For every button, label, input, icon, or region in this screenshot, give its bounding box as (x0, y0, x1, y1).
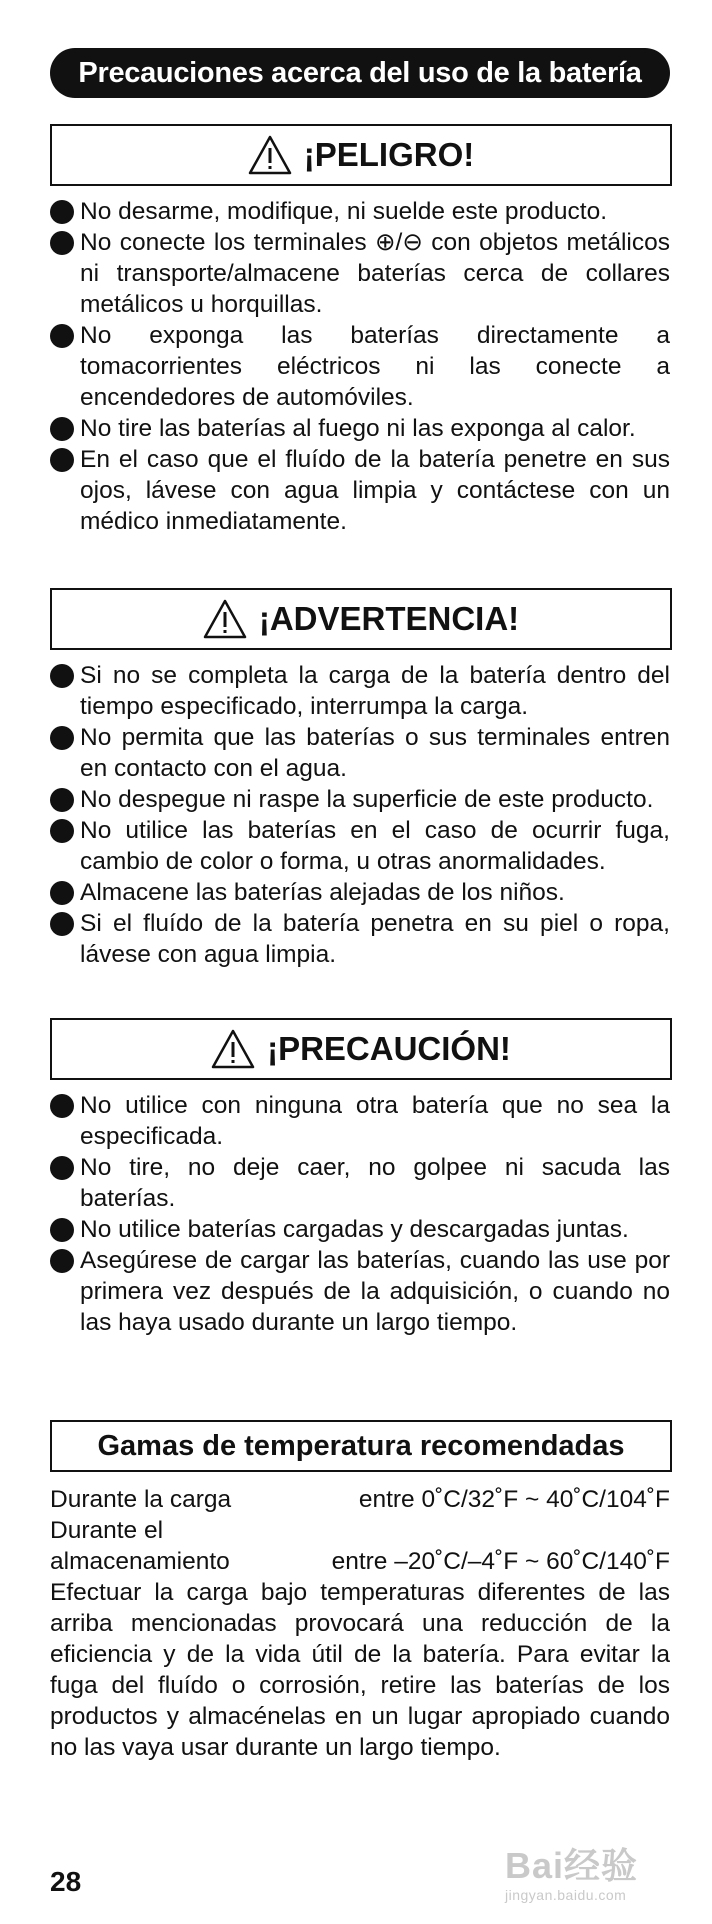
charging-label: Durante la carga (50, 1486, 232, 1513)
temperature-heading: Gamas de temperatura recomendadas (97, 1429, 625, 1462)
page-number: 28 (50, 1866, 82, 1897)
bullet-icon (50, 819, 74, 843)
bullet-icon (50, 200, 74, 224)
storage-label-line1: Durante el (50, 1517, 164, 1544)
list-item: Asegúrese de cargar las baterías, cuando las use por primera vez después de la adquisición, o cuando no las haya usado durante un largo tiempo. (50, 1245, 670, 1338)
warning-triangle-icon (203, 599, 247, 639)
caution-heading: ¡PRECAUCIÓN! (267, 1030, 511, 1067)
list-item: No utilice baterías cargadas y descargadas juntas. (50, 1214, 670, 1245)
storage-range: entre –20˚C/–4˚F ~ 60˚C/140˚F (331, 1548, 670, 1575)
baidu-watermark (505, 1838, 685, 1914)
list-item: En el caso que el fluído de la batería penetre en sus ojos, lávese con agua limpia y contáctese con un médico inmediatamente. (50, 444, 670, 537)
list-item: No exponga las baterías directamente a tomacorrientes eléctricos ni las conecte a encendedores de automóviles. (50, 320, 670, 413)
warning-heading-box (50, 588, 672, 650)
bullet-icon (50, 1094, 74, 1118)
list-item: No tire, no deje caer, no golpee ni sacuda las baterías. (50, 1152, 670, 1214)
bullet-icon (50, 664, 74, 688)
list-item: No utilice con ninguna otra batería que no sea la especificada. (50, 1090, 670, 1152)
list-item: No utilice las baterías en el caso de ocurrir fuga, cambio de color o forma, u otras anormalidades. (50, 815, 670, 877)
bullet-icon (50, 788, 74, 812)
temperature-note: Efectuar la carga bajo temperaturas diferentes de las arriba mencionadas provocará una reducción de la eficiencia y de la vida útil de la batería. Para evitar la fuga del fluído o corrosión, retire las baterías de los productos y almacénelas en un lugar apropiado cuando no las vaya usar durante un largo tiempo. (50, 1579, 670, 1761)
bullet-icon (50, 448, 74, 472)
warning-triangle-icon (211, 1029, 255, 1069)
list-item: Si no se completa la carga de la batería dentro del tiempo especificado, interrumpa la carga. (50, 660, 670, 722)
list-item: No desarme, modifique, ni suelde este producto. (50, 196, 670, 227)
bullet-icon (50, 417, 74, 441)
warning-triangle-icon (248, 135, 292, 175)
bullet-icon (50, 1218, 74, 1242)
bullet-icon (50, 324, 74, 348)
bullet-icon (50, 912, 74, 936)
page-title: Precauciones acerca del uso de la batería (50, 48, 670, 98)
list-item: Almacene las baterías alejadas de los niños. (50, 877, 670, 908)
danger-heading: ¡PELIGRO! (303, 136, 475, 173)
storage-temperature-row (50, 1546, 670, 1577)
bullet-icon (50, 726, 74, 750)
warning-heading: ¡ADVERTENCIA! (258, 600, 520, 637)
warning-list (50, 660, 670, 970)
bullet-icon (50, 1156, 74, 1180)
watermark-url: jingyan.baidu.com (505, 1887, 627, 1903)
temperature-heading-box (50, 1420, 672, 1472)
charging-temperature-row (50, 1484, 670, 1515)
bullet-icon (50, 231, 74, 255)
list-item: No despegue ni raspe la superficie de este producto. (50, 784, 670, 815)
charging-range: entre 0˚C/32˚F ~ 40˚C/104˚F (358, 1486, 670, 1513)
danger-heading-box (50, 124, 672, 186)
list-item: No permita que las baterías o sus terminales entren en contacto con el agua. (50, 722, 670, 784)
list-item: Si el fluído de la batería penetra en su piel o ropa, lávese con agua limpia. (50, 908, 670, 970)
caution-list (50, 1090, 670, 1338)
storage-label-line2: almacenamiento (50, 1548, 230, 1575)
caution-heading-box (50, 1018, 672, 1080)
bullet-icon (50, 881, 74, 905)
list-item: No conecte los terminales ⊕/⊖ con objetos metálicos ni transporte/almacene baterías cerca de collares metálicos u horquillas. (50, 227, 670, 320)
watermark-logo: Bai经验 (505, 1845, 639, 1886)
danger-list (50, 196, 670, 537)
list-item: No tire las baterías al fuego ni las exponga al calor. (50, 413, 670, 444)
bullet-icon (50, 1249, 74, 1273)
